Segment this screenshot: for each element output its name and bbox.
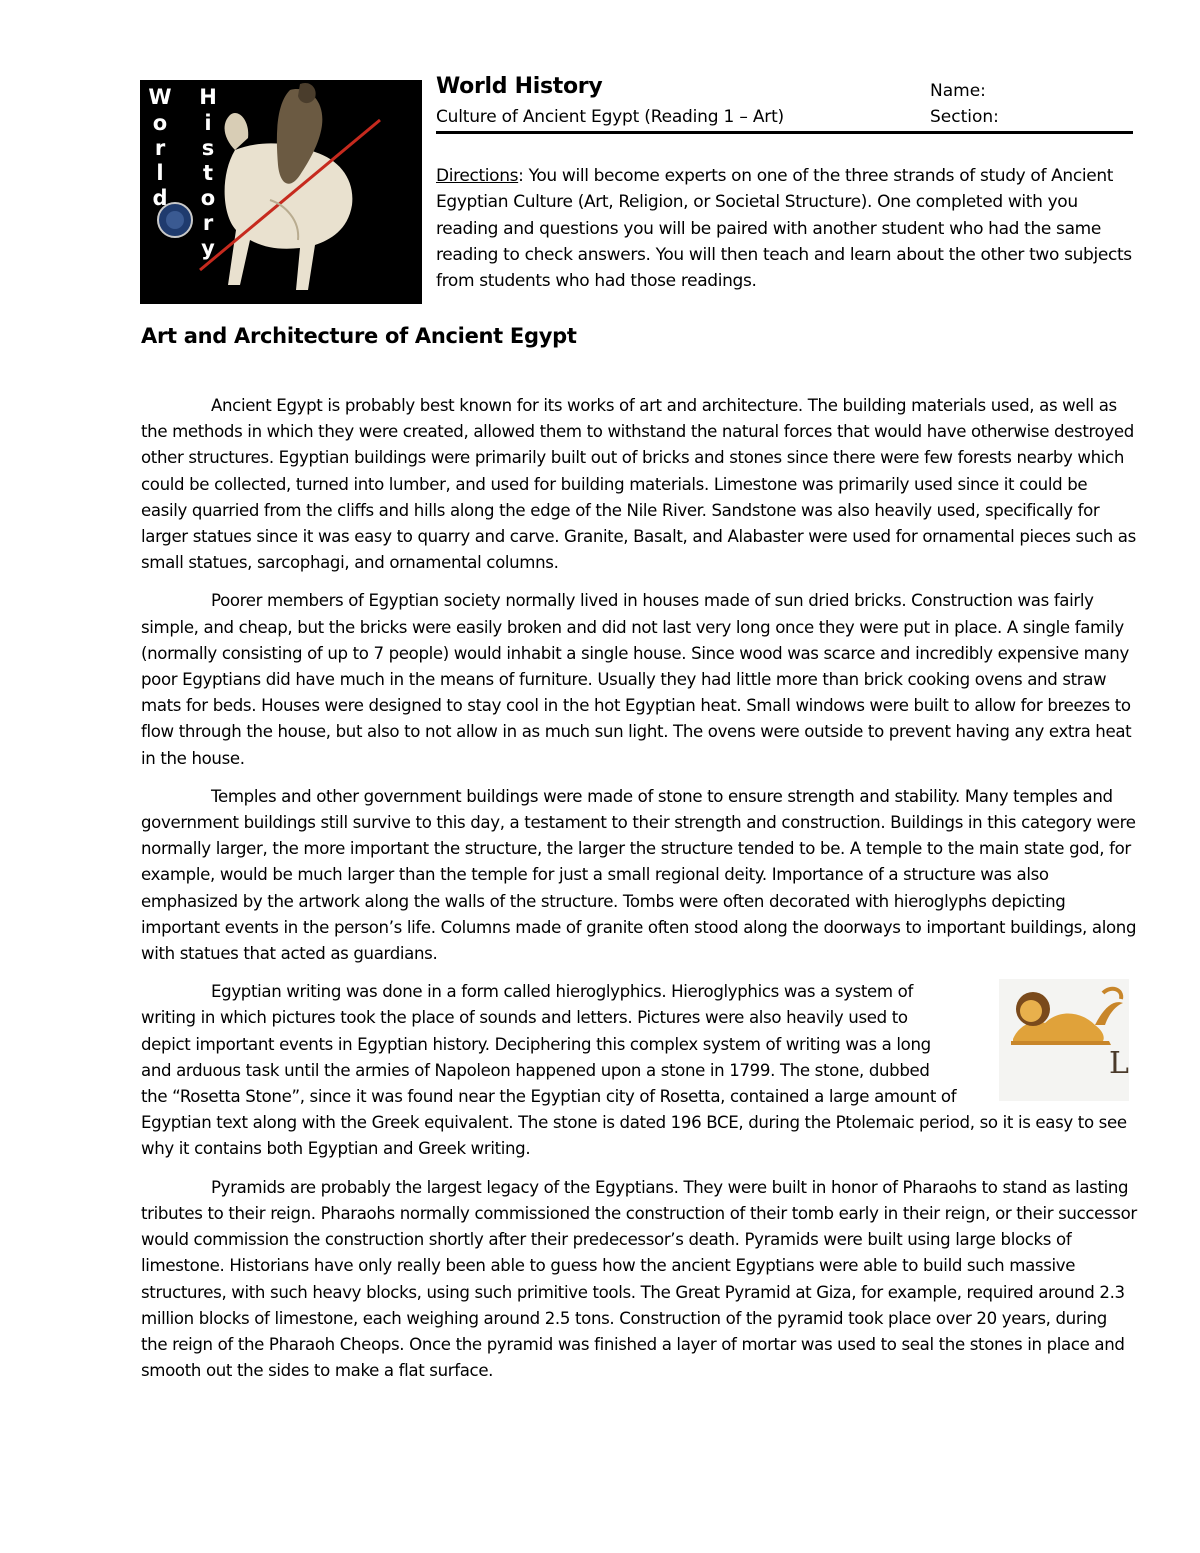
logo-letter: i [204, 111, 212, 135]
logo-letter: t [202, 161, 214, 185]
paragraph: Ancient Egypt is probably best known for its works of art and architecture. The building materials used, as well as the methods in which they were created, allowed them to withstand the natural forces that would have otherwise destroyed other structures. Egyptian buildings were primarily built out of bricks and stones since there were few forests nearby which could be collected, turned into lumber, and used for building materials. Limestone was primarily used since it could be easily quarried from the cliffs and hills along the edge of the Nile River. Sandstone was also heavily used, specifically for larger statues since it was easy to quarry and carve. Granite, Basalt, and Alabaster were used for ornamental pieces such as small statues, sarcophagi, and ornamental columns. [141, 396, 1136, 573]
paragraph-text: Egyptian writing was done in a form called hieroglyphics. Hieroglyphics was a system of writing in which pictures took the place of sounds and letters. Pictures were also heavily used to depict important events in Egyptian history. Deciphering this complex system of writing was a long and arduous task until the armies of Napoleon happened upon a stone in 1799. The stone, dubbed the “Rosetta Stone”, since it was found near the Egyptian city of Rosetta, contained a large amount of Egyptian text along with the Greek equivalent. The stone is dated 196 BCE, during the Ptolemaic period, so it is easy to see why it contains both Egyptian and Greek writing. [141, 982, 1127, 1159]
course-title: World History [436, 74, 603, 99]
reading-subtitle: Culture of Ancient Egypt (Reading 1 – Art) [436, 107, 784, 127]
logo-letter: o [152, 111, 168, 135]
section-heading: Art and Architecture of Ancient Egypt [141, 324, 577, 348]
paragraph: Temples and other government buildings were made of stone to ensure strength and stability. Many temples and government buildings still survive to this day, a testament to their strength and construction. Buildings in this category were normally larger, the more important the structure, the larger the structure tended to be. A temple to the main state god, for example, would be much larger than the temple for just a small regional deity. Importance of a structure was also emphasized by the artwork along the walls of the structure. Tombs were often decorated with hieroglyphs depicting important events in the person’s life. Columns made of granite often stood along the doorways to important buildings, along with statues that acted as guardians. [141, 786, 1137, 964]
lion-letter: L [1109, 1046, 1129, 1082]
logo-letter: o [200, 186, 216, 210]
logo-letter: s [201, 136, 215, 160]
paragraph: Pyramids are probably the largest legacy of the Egyptians. They were built in honor of Pharaohs to stand as lasting tributes to their reign. Pharaohs normally commissioned the construction of their tomb early in their reign, or their successor would commission the construction shortly after their predecessor’s death. Pyramids were built using large blocks of limestone. Historians have only really been able to guess how the ancient Egyptians were able to build such massive structures, with such heavy blocks, using such primitive tools. The Great Pyramid at Giza, for example, required around 2.3 million blocks of limestone, each weighing around 2.5 tons. Construction of the pyramid took place over 20 years, during the reign of the Pharaoh Cheops. Once the pyramid was finished a layer of mortar was used to seal the stones in place and smooth out the sides to make a flat surface. [141, 1177, 1137, 1381]
directions-label: Directions [436, 166, 519, 186]
directions-block [436, 163, 1136, 294]
header-divider [436, 131, 1133, 134]
logo-letter: l [156, 161, 164, 185]
paragraph: Poorer members of Egyptian society normally lived in houses made of sun dried bricks. Construction was fairly simple, and cheap, but the bricks were easily broken and did not last very long once they were put in place. A single family (normally consisting of up to 7 people) would inhabit a single house. Since wood was scarce and incredibly expensive many poor Egyptians did have much in the means of furniture. Usually they had little more than brick cooking ovens and straw mats for beds. Houses were designed to stay cool in the hot Egyptian heat. Small windows were built to allow for breezes to flow through the house, but also to not allow in as much sun light. The ovens were outside to prevent having any extra heat in the house. [141, 591, 1132, 768]
name-label: Name: [930, 81, 986, 101]
section-label: Section: [930, 107, 999, 127]
paragraph-hieroglyphics [141, 979, 1137, 1162]
world-history-logo [140, 80, 422, 304]
directions-text: : You will become experts on one of the three strands of study of Ancient Egyptian Culture (Art, Religion, or Societal Structure). One completed with you reading and questions you will be paired with another student who had the same reading to check answers. You will then teach and learn about the other two subjects from students who had those readings. [436, 166, 1132, 292]
logo-letter: r [202, 211, 214, 235]
logo-letter: d [152, 186, 168, 210]
logo-letter: r [154, 136, 166, 160]
logo-letter: W [148, 85, 172, 109]
logo-letter: H [199, 85, 217, 109]
logo-letter: y [201, 236, 215, 260]
lion-hieroglyph-image [999, 979, 1129, 1101]
reading-body [141, 393, 1137, 1396]
